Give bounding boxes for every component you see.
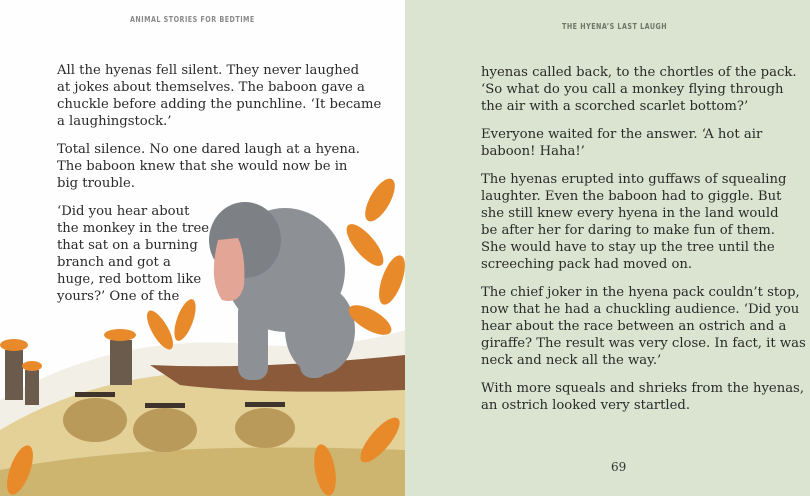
- paragraph: [481, 126, 806, 160]
- paragraph: [57, 141, 381, 192]
- paragraph: [481, 380, 806, 414]
- text-line: a laughingstock.’: [57, 114, 172, 129]
- text-line: she still knew every hyena in the land would: [481, 206, 779, 221]
- page-number: 69: [611, 460, 627, 474]
- text-line: the monkey in the tree: [57, 221, 210, 236]
- right-page: [405, 0, 810, 496]
- text-line: baboon! Haha!’: [481, 144, 585, 159]
- text-line: hear about the race between an ostrich and a: [481, 319, 787, 334]
- text-line: screeching pack had moved on.: [481, 257, 693, 272]
- text-line: hyenas called back, to the chortles of the pack.: [481, 65, 797, 80]
- text-line: She would have to stay up the tree until the: [481, 240, 775, 255]
- paragraph: [481, 284, 806, 369]
- text-line: branch and got a: [57, 255, 171, 270]
- text-line: With more squeals and shrieks from the hyenas,: [481, 381, 805, 396]
- left-body-text: [57, 62, 381, 316]
- text-line: an ostrich looked very startled.: [481, 398, 691, 413]
- running-head: ANIMAL STORIES FOR BEDTIME: [130, 15, 255, 24]
- text-line: now that he had a chuckling audience. ‘Did you: [481, 302, 800, 317]
- right-body-text: [481, 64, 806, 425]
- paragraph: [57, 203, 381, 305]
- text-line: laughter. Even the baboon had to giggle. But: [481, 189, 782, 204]
- text-line: huge, red bottom like: [57, 272, 202, 287]
- text-line: The baboon knew that she would now be in: [57, 159, 348, 174]
- text-line: at jokes about themselves. The baboon gave a: [57, 80, 365, 95]
- paragraph: [481, 64, 806, 115]
- text-line: chuckle before adding the punchline. ‘It became: [57, 97, 382, 112]
- text-line: ‘Did you hear about: [57, 204, 190, 219]
- text-line: be after her for daring to make fun of them.: [481, 223, 775, 238]
- text-line: yours?’ One of the: [57, 289, 180, 304]
- paragraph: [481, 171, 806, 273]
- text-line: neck and neck all the way.’: [481, 353, 662, 368]
- text-line: that sat on a burning: [57, 238, 198, 253]
- text-line: the air with a scorched scarlet bottom?’: [481, 99, 749, 114]
- text-line: big trouble.: [57, 176, 135, 191]
- text-line: giraffe? The result was very close. In fact, it was: [481, 336, 806, 351]
- running-head: THE HYENA’S LAST LAUGH: [562, 22, 668, 31]
- text-line: All the hyenas fell silent. They never laughed: [57, 63, 360, 78]
- text-line: Everyone waited for the answer. ‘A hot air: [481, 127, 763, 142]
- text-line: The chief joker in the hyena pack couldn’t stop,: [481, 285, 800, 300]
- text-line: The hyenas erupted into guffaws of squealing: [481, 172, 787, 187]
- text-line: ‘So what do you call a monkey flying through: [481, 82, 784, 97]
- text-line: Total silence. No one dared laugh at a hyena.: [57, 142, 360, 157]
- paragraph: [57, 62, 381, 130]
